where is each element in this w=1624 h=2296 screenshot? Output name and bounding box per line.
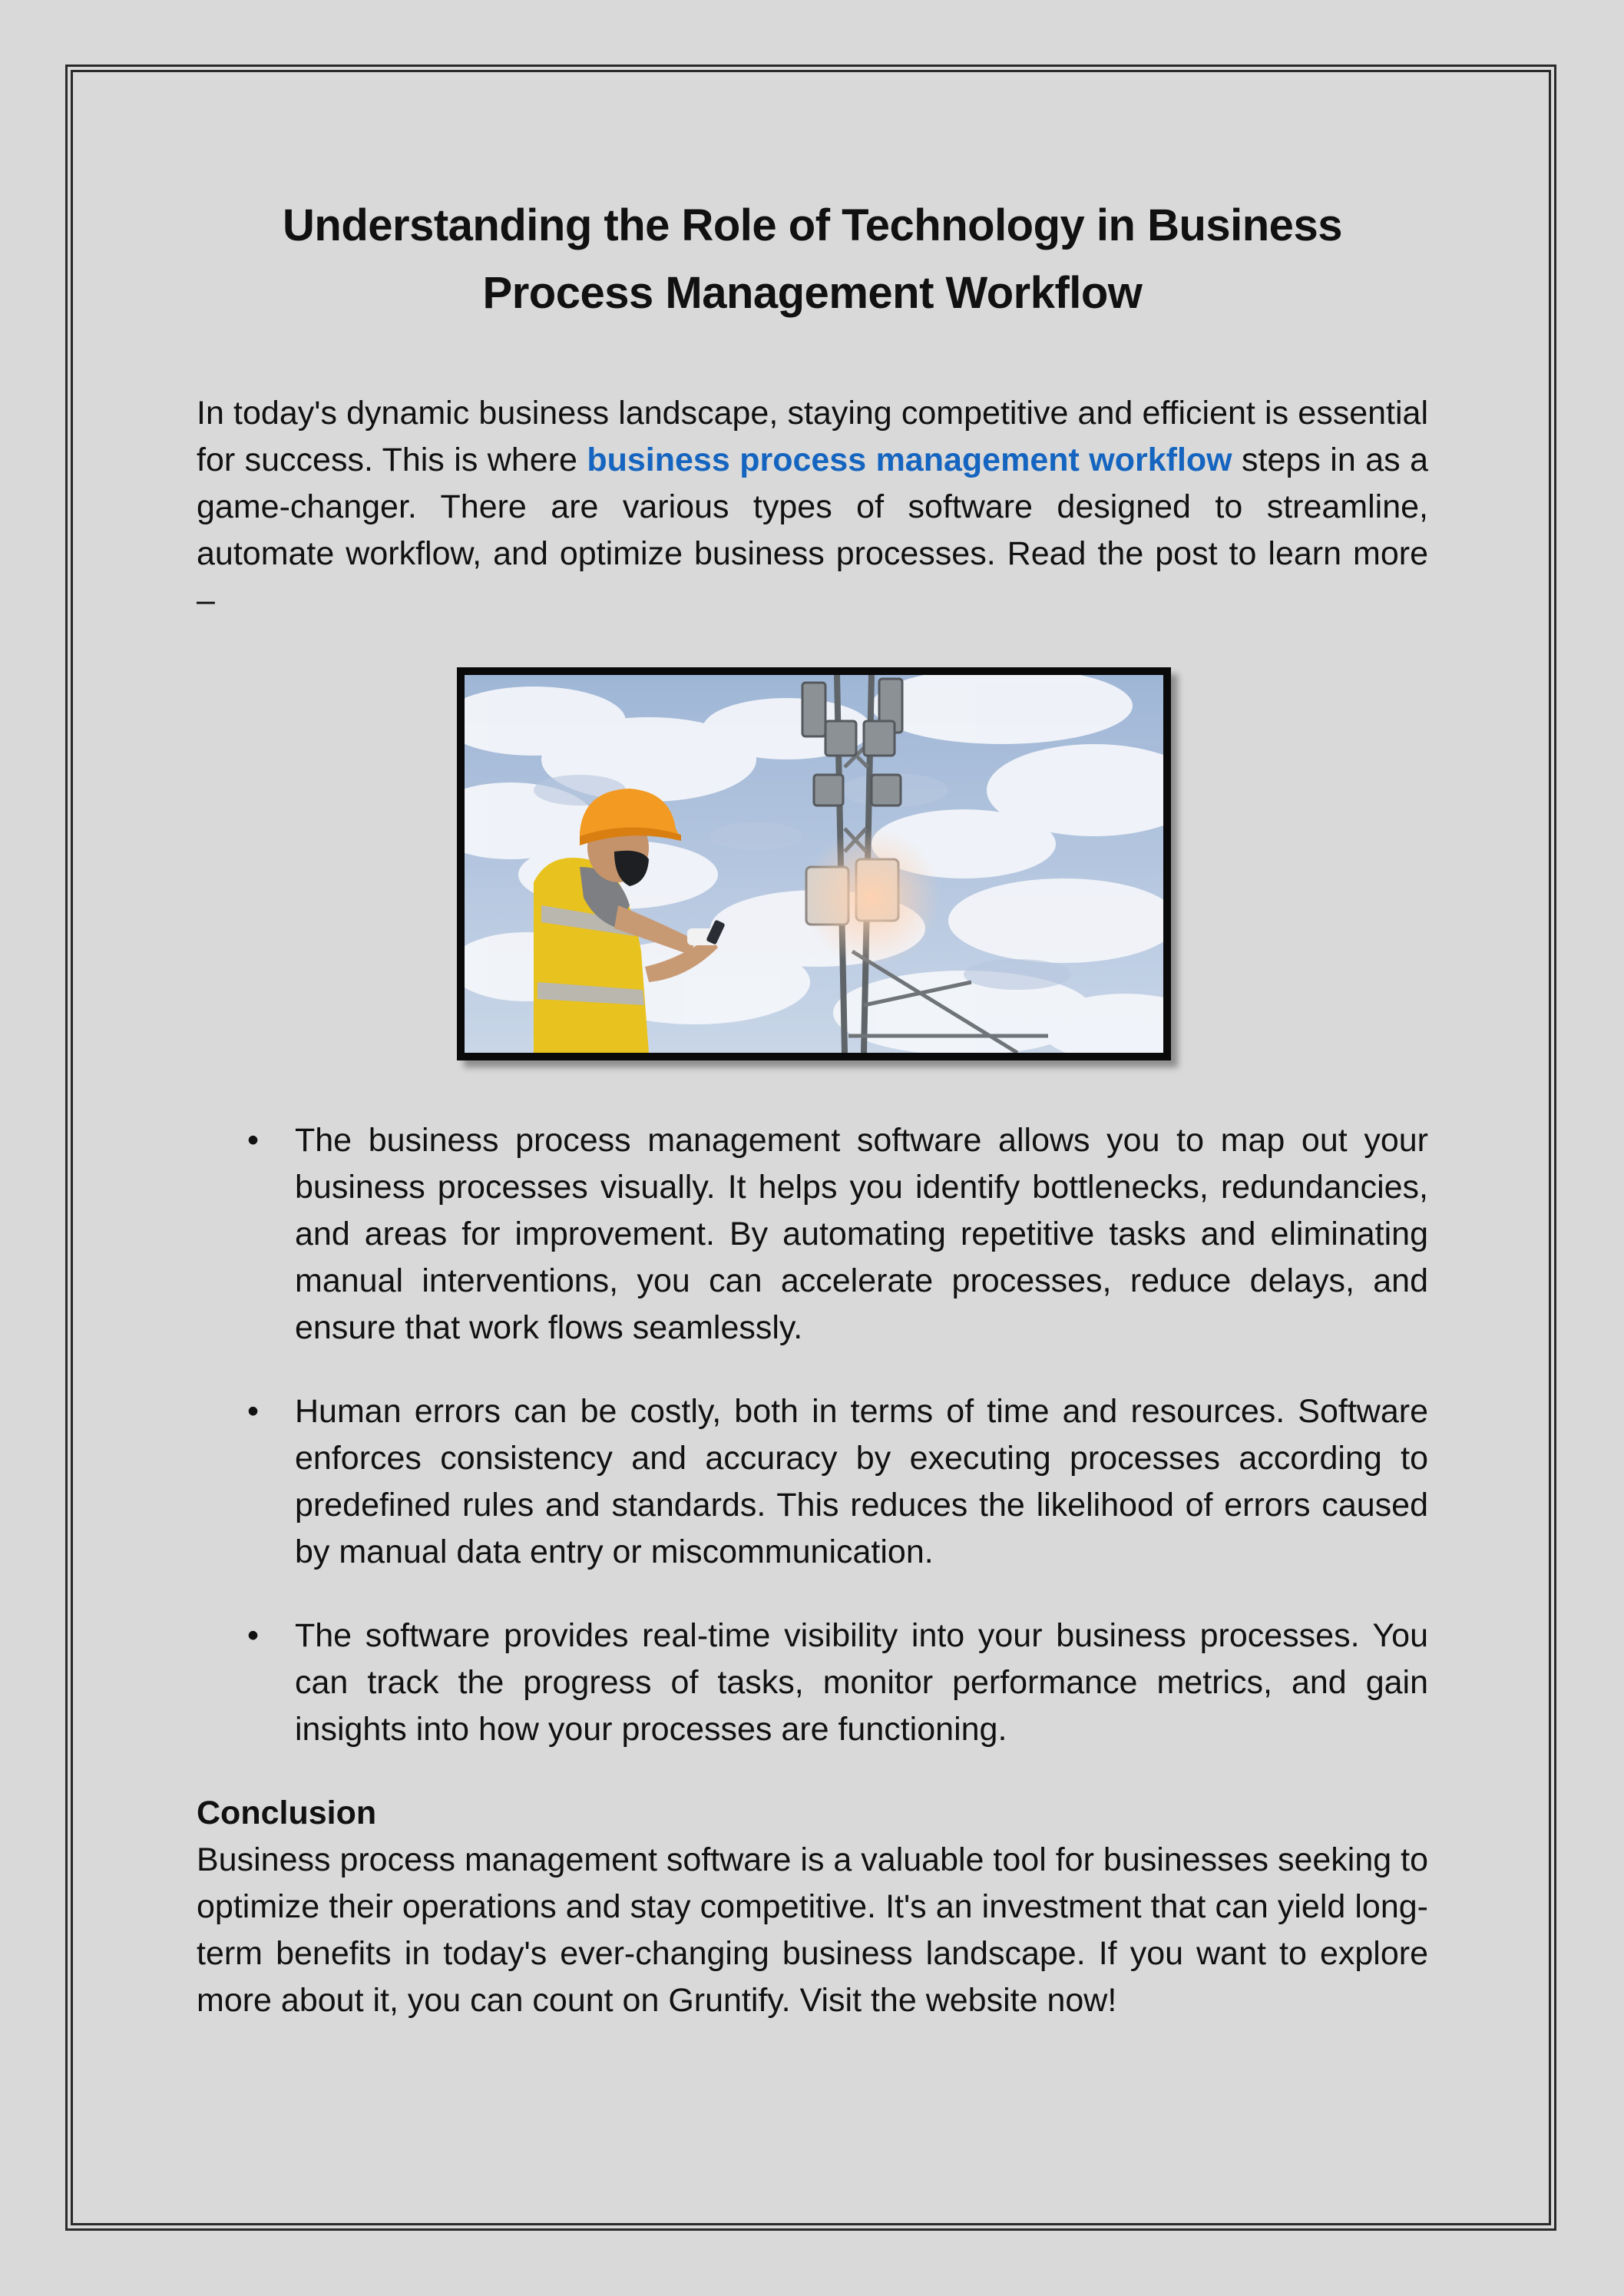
bullet-icon: •	[247, 1393, 260, 1430]
bullet-icon: •	[247, 1122, 260, 1159]
conclusion-heading: Conclusion	[197, 1795, 377, 1831]
article-image-container	[457, 667, 1171, 1060]
list-item-text: The software provides real-time visibility into your business processes. You can track the progress of tasks, monitor performance metrics, and gain insights into how your processes are functioning.	[295, 1617, 1428, 1748]
intro-text-before-link: In today's dynamic business landscape, staying competitive and efficient is essential for success. This is where	[197, 395, 1428, 478]
document-content	[197, 192, 1428, 2024]
list-item	[197, 1613, 1428, 1753]
bpm-workflow-link[interactable]: business process management workflow	[587, 442, 1232, 478]
bullet-icon: •	[247, 1617, 260, 1654]
worker-tower-illustration	[465, 675, 1163, 1053]
benefits-list	[197, 1117, 1428, 1753]
conclusion-paragraph: Business process management software is a valuable tool for businesses seeking to optimize their operations and stay competitive. It's an investment that can yield long-term benefits in today's ever-changing business landscape. If you want to explore more about it, you can count on Gruntify. Visit the website now!	[197, 1841, 1428, 2019]
list-item	[197, 1388, 1428, 1576]
intro-text-after-link: steps in as a game-changer. There are various types of software designed to streamline, automate workflow, and optimize business processes. Read the post to learn more –	[197, 442, 1428, 619]
article-image	[457, 667, 1171, 1060]
list-item-text: The business process management software allows you to map out your business processes visually. It helps you identify bottlenecks, redundancies, and areas for improvement. By automating repetitive tasks and eliminating manual interventions, you can accelerate processes, reduce delays, and ensure that work flows seamlessly.	[295, 1122, 1428, 1346]
list-item-text: Human errors can be costly, both in terms of time and resources. Software enforces consistency and accuracy by executing processes according to predefined rules and standards. This reduces the likelihood of errors caused by manual data entry or miscommunication.	[295, 1393, 1428, 1570]
intro-paragraph	[197, 390, 1428, 624]
page-title: Understanding the Role of Technology in Business Process Management Workflow	[283, 200, 1342, 318]
list-item	[197, 1117, 1428, 1351]
